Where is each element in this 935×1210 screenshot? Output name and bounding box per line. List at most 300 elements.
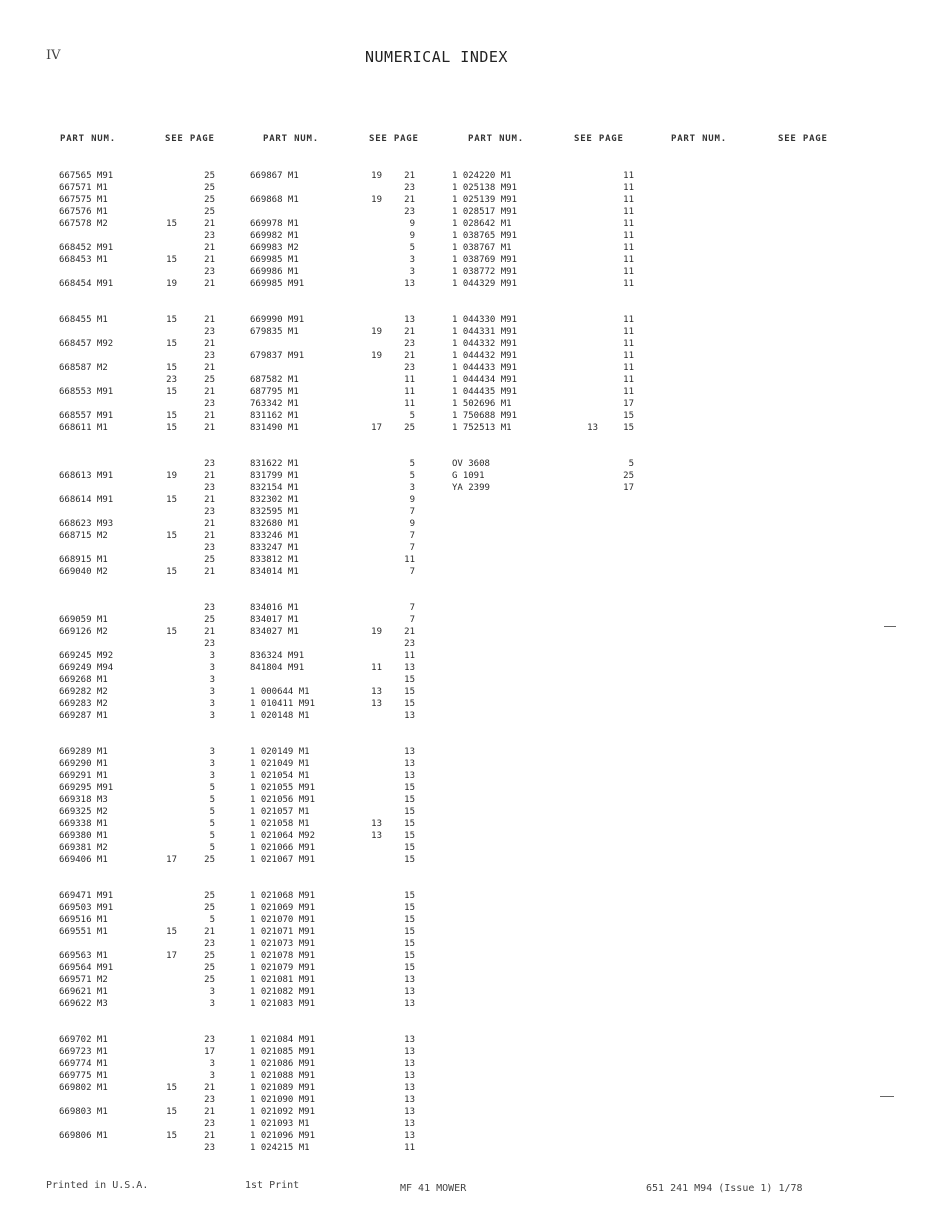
- see-page: 25: [204, 207, 215, 217]
- part-number: 1 021069 M91: [250, 903, 316, 913]
- see-page: 3: [209, 759, 215, 769]
- index-row: [59, 410, 229, 422]
- part-number: 1 021055 M91: [250, 783, 316, 793]
- part-number: 669802 M1: [59, 1083, 108, 1093]
- index-row: [250, 194, 420, 206]
- index-row: [250, 278, 420, 290]
- row-spacer: [59, 446, 229, 458]
- part-number: 667575 M1: [59, 195, 108, 205]
- index-row: [250, 926, 420, 938]
- see-page: 21: [204, 495, 215, 505]
- part-number: 1 021058 M1: [250, 819, 310, 829]
- index-row: [59, 554, 229, 566]
- index-row: [452, 230, 632, 242]
- index-row: [452, 350, 632, 362]
- see-page: 13: [404, 663, 415, 673]
- see-page: 23: [166, 375, 177, 385]
- see-page: 23: [204, 1095, 215, 1105]
- see-page: 5: [628, 459, 634, 469]
- part-number: 668457 M92: [59, 339, 114, 349]
- part-number: 1 038765 M91: [452, 231, 518, 241]
- see-page: 25: [204, 951, 215, 961]
- part-number: 669291 M1: [59, 771, 108, 781]
- part-number: 668587 M2: [59, 363, 108, 373]
- see-page: 21: [204, 411, 215, 421]
- row-spacer: [250, 722, 420, 734]
- see-page: 23: [404, 339, 415, 349]
- part-number: 1 044435 M91: [452, 387, 518, 397]
- see-page: 21: [204, 243, 215, 253]
- index-row: [250, 1118, 420, 1130]
- index-row: [250, 410, 420, 422]
- index-row: [250, 362, 420, 374]
- see-page: 15: [404, 939, 415, 949]
- index-row: [250, 650, 420, 662]
- part-number: 1 021082 M91: [250, 987, 316, 997]
- see-page: 13: [404, 315, 415, 325]
- column-header-see-1: SEE PAGE: [165, 134, 215, 144]
- see-page: 5: [209, 819, 215, 829]
- see-page: 13: [404, 1119, 415, 1129]
- see-page: 15: [404, 891, 415, 901]
- index-row: [59, 1046, 229, 1058]
- part-number: 1 021096 M91: [250, 1131, 316, 1141]
- part-number: 669290 M1: [59, 759, 108, 769]
- index-row: [250, 1082, 420, 1094]
- index-row: [452, 458, 632, 470]
- part-number: 1 044433 M91: [452, 363, 518, 373]
- see-page: 25: [204, 975, 215, 985]
- see-page: 21: [404, 195, 415, 205]
- see-page: 9: [409, 495, 415, 505]
- see-page: 23: [204, 939, 215, 949]
- part-number: 1 021088 M91: [250, 1071, 316, 1081]
- part-number: 669564 M91: [59, 963, 114, 973]
- index-row: [59, 470, 229, 482]
- part-number: 669982 M1: [250, 231, 299, 241]
- see-page: 5: [209, 795, 215, 805]
- row-spacer: [59, 878, 229, 890]
- see-page: 25: [204, 903, 215, 913]
- footer-model: MF 41 MOWER: [400, 1183, 467, 1194]
- see-page: 25: [204, 171, 215, 181]
- index-row: [59, 482, 229, 494]
- see-page: 3: [209, 987, 215, 997]
- see-page: 5: [409, 459, 415, 469]
- row-spacer: [250, 878, 420, 890]
- see-page: 17: [166, 855, 177, 865]
- part-number: 668452 M91: [59, 243, 114, 253]
- index-row: [59, 686, 229, 698]
- see-page: 23: [204, 327, 215, 337]
- see-page: 15: [404, 783, 415, 793]
- part-number: 667578 M2: [59, 219, 108, 229]
- part-number: 669287 M1: [59, 711, 108, 721]
- part-number: 669983 M2: [250, 243, 299, 253]
- see-page: 21: [204, 927, 215, 937]
- see-page: 21: [204, 423, 215, 433]
- part-number: 1 021084 M91: [250, 1035, 316, 1045]
- see-page: 21: [204, 1131, 215, 1141]
- index-row: [250, 698, 420, 710]
- index-row: [250, 806, 420, 818]
- part-number: YA 2399: [452, 483, 490, 493]
- part-number: 1 021071 M91: [250, 927, 316, 937]
- index-row: [59, 842, 229, 854]
- index-row: [250, 218, 420, 230]
- part-number: 1 038769 M91: [452, 255, 518, 265]
- part-number: 669289 M1: [59, 747, 108, 757]
- part-number: 669868 M1: [250, 195, 299, 205]
- see-page: 15: [623, 423, 634, 433]
- part-number: 1 038772 M91: [452, 267, 518, 277]
- index-row: [59, 602, 229, 614]
- see-page: 13: [404, 1095, 415, 1105]
- index-row: [250, 962, 420, 974]
- see-page: 17: [623, 399, 634, 409]
- page-title: NUMERICAL INDEX: [365, 48, 508, 66]
- see-page: 21: [204, 531, 215, 541]
- index-row: [250, 518, 420, 530]
- see-page: 15: [166, 495, 177, 505]
- see-page: 23: [204, 1035, 215, 1045]
- see-page: 13: [404, 1107, 415, 1117]
- index-row: [59, 770, 229, 782]
- see-page: 3: [209, 675, 215, 685]
- see-page: 23: [204, 483, 215, 493]
- row-spacer: [452, 302, 632, 314]
- see-page: 15: [166, 567, 177, 577]
- part-number: 1 021090 M91: [250, 1095, 316, 1105]
- index-row: [59, 242, 229, 254]
- part-number: 668611 M1: [59, 423, 108, 433]
- index-row: [59, 854, 229, 866]
- see-page: 25: [623, 471, 634, 481]
- part-number: 834027 M1: [250, 627, 299, 637]
- index-row: [59, 818, 229, 830]
- see-page: 17: [623, 483, 634, 493]
- see-page: 7: [409, 543, 415, 553]
- see-page: 13: [404, 771, 415, 781]
- see-page: 7: [409, 531, 415, 541]
- part-number: 669622 M3: [59, 999, 108, 1009]
- index-row: [250, 662, 420, 674]
- row-spacer: [59, 290, 229, 302]
- index-row: [250, 1058, 420, 1070]
- see-page: 11: [404, 651, 415, 661]
- see-page: 7: [409, 507, 415, 517]
- index-row: [59, 746, 229, 758]
- see-page: 23: [204, 507, 215, 517]
- index-row: [59, 914, 229, 926]
- see-page: 13: [404, 1083, 415, 1093]
- index-row: [59, 1082, 229, 1094]
- index-column-1: [59, 170, 229, 1154]
- see-page: 25: [204, 183, 215, 193]
- part-number: 669571 M2: [59, 975, 108, 985]
- index-row: [59, 1070, 229, 1082]
- see-page: 11: [623, 171, 634, 181]
- index-row: [452, 182, 632, 194]
- see-page: 21: [204, 1107, 215, 1117]
- index-row: [452, 470, 632, 482]
- index-row: [59, 710, 229, 722]
- row-spacer: [59, 1022, 229, 1034]
- index-row: [452, 242, 632, 254]
- part-number: 669774 M1: [59, 1059, 108, 1069]
- index-row: [59, 758, 229, 770]
- row-spacer: [452, 290, 632, 302]
- see-page: 5: [409, 243, 415, 253]
- see-page: 13: [404, 1059, 415, 1069]
- index-row: [250, 566, 420, 578]
- part-number: 669381 M2: [59, 843, 108, 853]
- part-number: 668614 M91: [59, 495, 114, 505]
- page-number: IV: [46, 48, 61, 63]
- part-number: 832595 M1: [250, 507, 299, 517]
- see-page: 23: [204, 459, 215, 469]
- index-row: [452, 398, 632, 410]
- see-page: 25: [404, 423, 415, 433]
- see-page: 25: [204, 855, 215, 865]
- see-page: 11: [404, 555, 415, 565]
- see-page: 11: [623, 315, 634, 325]
- part-number: 669059 M1: [59, 615, 108, 625]
- see-page: 15: [404, 927, 415, 937]
- row-spacer: [250, 290, 420, 302]
- row-spacer: [250, 1022, 420, 1034]
- see-page: 15: [166, 219, 177, 229]
- see-page: 11: [623, 327, 634, 337]
- see-page: 15: [404, 915, 415, 925]
- index-row: [452, 422, 632, 434]
- index-row: [250, 338, 420, 350]
- index-row: [250, 854, 420, 866]
- see-page: 11: [623, 231, 634, 241]
- part-number: 669806 M1: [59, 1131, 108, 1141]
- index-row: [250, 1070, 420, 1082]
- see-page: 11: [623, 195, 634, 205]
- see-page: 23: [204, 1143, 215, 1153]
- see-page: 17: [371, 423, 382, 433]
- part-number: 669723 M1: [59, 1047, 108, 1057]
- see-page: 21: [204, 519, 215, 529]
- column-header-see-2: SEE PAGE: [369, 134, 419, 144]
- see-page: 15: [166, 411, 177, 421]
- index-row: [452, 170, 632, 182]
- part-number: 763342 M1: [250, 399, 299, 409]
- index-column-3: [452, 170, 632, 494]
- see-page: 15: [166, 627, 177, 637]
- row-spacer: [59, 734, 229, 746]
- index-row: [59, 374, 229, 386]
- index-row: [250, 1130, 420, 1142]
- part-number: 668623 M93: [59, 519, 114, 529]
- index-row: [250, 842, 420, 854]
- part-number: 1 021092 M91: [250, 1107, 316, 1117]
- part-number: OV 3608: [452, 459, 490, 469]
- see-page: 3: [409, 267, 415, 277]
- index-row: [250, 710, 420, 722]
- index-row: [59, 938, 229, 950]
- see-page: 3: [209, 1071, 215, 1081]
- part-number: 831162 M1: [250, 411, 299, 421]
- index-row: [59, 1118, 229, 1130]
- part-number: 831490 M1: [250, 423, 299, 433]
- index-row: [59, 230, 229, 242]
- see-page: 19: [371, 195, 382, 205]
- see-page: 23: [204, 639, 215, 649]
- part-number: 669282 M2: [59, 687, 108, 697]
- see-page: 13: [404, 975, 415, 985]
- index-row: [250, 386, 420, 398]
- see-page: 19: [371, 351, 382, 361]
- row-spacer: [250, 446, 420, 458]
- see-page: 7: [409, 567, 415, 577]
- part-number: 1 021086 M91: [250, 1059, 316, 1069]
- see-page: 15: [166, 339, 177, 349]
- part-number: 669471 M91: [59, 891, 114, 901]
- part-number: 669516 M1: [59, 915, 108, 925]
- see-page: 13: [404, 711, 415, 721]
- see-page: 25: [204, 615, 215, 625]
- part-number: 831799 M1: [250, 471, 299, 481]
- part-number: 669406 M1: [59, 855, 108, 865]
- index-row: [250, 1106, 420, 1118]
- part-number: 834017 M1: [250, 615, 299, 625]
- part-number: 1 024220 M1: [452, 171, 512, 181]
- see-page: 15: [166, 1131, 177, 1141]
- index-row: [452, 326, 632, 338]
- part-number: 668454 M91: [59, 279, 114, 289]
- index-row: [250, 530, 420, 542]
- index-row: [59, 422, 229, 434]
- part-number: 669621 M1: [59, 987, 108, 997]
- part-number: 669040 M2: [59, 567, 108, 577]
- see-page: 3: [209, 747, 215, 757]
- index-row: [250, 542, 420, 554]
- see-page: 5: [209, 843, 215, 853]
- column-header-see-4: SEE PAGE: [778, 134, 828, 144]
- index-row: [250, 254, 420, 266]
- part-number: 669283 M2: [59, 699, 108, 709]
- see-page: 13: [587, 423, 598, 433]
- see-page: 15: [404, 699, 415, 709]
- index-row: [59, 458, 229, 470]
- row-spacer: [59, 434, 229, 446]
- index-row: [452, 314, 632, 326]
- index-row: [452, 410, 632, 422]
- index-row: [250, 422, 420, 434]
- index-row: [452, 482, 632, 494]
- part-number: 668553 M91: [59, 387, 114, 397]
- index-row: [250, 902, 420, 914]
- index-row: [250, 758, 420, 770]
- margin-mark: [880, 1096, 894, 1097]
- see-page: 21: [404, 627, 415, 637]
- index-row: [250, 1034, 420, 1046]
- see-page: 13: [404, 1071, 415, 1081]
- see-page: 3: [209, 687, 215, 697]
- part-number: 668453 M1: [59, 255, 108, 265]
- see-page: 13: [404, 279, 415, 289]
- part-number: 669126 M2: [59, 627, 108, 637]
- index-row: [59, 350, 229, 362]
- index-row: [250, 266, 420, 278]
- see-page: 11: [623, 363, 634, 373]
- part-number: 1 021066 M91: [250, 843, 316, 853]
- part-number: 1 028517 M91: [452, 207, 518, 217]
- part-number: 1 021081 M91: [250, 975, 316, 985]
- part-number: 832680 M1: [250, 519, 299, 529]
- part-number: 669338 M1: [59, 819, 108, 829]
- index-row: [59, 506, 229, 518]
- index-row: [59, 566, 229, 578]
- see-page: 23: [204, 351, 215, 361]
- part-number: 1 021064 M92: [250, 831, 316, 841]
- index-row: [250, 506, 420, 518]
- see-page: 11: [623, 351, 634, 361]
- index-row: [250, 818, 420, 830]
- see-page: 23: [204, 267, 215, 277]
- part-number: 669551 M1: [59, 927, 108, 937]
- see-page: 25: [204, 891, 215, 901]
- see-page: 23: [204, 603, 215, 613]
- footer-document-number: 651 241 M94 (Issue 1) 1/78: [646, 1183, 803, 1194]
- index-row: [250, 986, 420, 998]
- index-row: [250, 482, 420, 494]
- part-number: 1 502696 M1: [452, 399, 512, 409]
- part-number: 1 044434 M91: [452, 375, 518, 385]
- index-row: [59, 1034, 229, 1046]
- index-row: [250, 938, 420, 950]
- index-row: [452, 338, 632, 350]
- part-number: 669380 M1: [59, 831, 108, 841]
- part-number: 1 020149 M1: [250, 747, 310, 757]
- see-page: 3: [209, 999, 215, 1009]
- row-spacer: [250, 734, 420, 746]
- index-row: [59, 698, 229, 710]
- part-number: 669295 M91: [59, 783, 114, 793]
- index-row: [59, 1094, 229, 1106]
- see-page: 23: [404, 207, 415, 217]
- see-page: 21: [404, 351, 415, 361]
- row-spacer: [59, 722, 229, 734]
- see-page: 9: [409, 219, 415, 229]
- see-page: 21: [204, 339, 215, 349]
- see-page: 21: [204, 279, 215, 289]
- part-number: 1 752513 M1: [452, 423, 512, 433]
- part-number: 832302 M1: [250, 495, 299, 505]
- index-row: [250, 914, 420, 926]
- index-row: [250, 770, 420, 782]
- index-row: [59, 614, 229, 626]
- index-row: [250, 830, 420, 842]
- index-row: [250, 746, 420, 758]
- index-row: [250, 398, 420, 410]
- part-number: 669318 M3: [59, 795, 108, 805]
- part-number: 669867 M1: [250, 171, 299, 181]
- index-row: [250, 230, 420, 242]
- see-page: 11: [623, 267, 634, 277]
- see-page: 9: [409, 519, 415, 529]
- index-row: [59, 782, 229, 794]
- index-row: [59, 830, 229, 842]
- see-page: 15: [404, 963, 415, 973]
- see-page: 3: [409, 483, 415, 493]
- see-page: 15: [404, 819, 415, 829]
- see-page: 9: [409, 231, 415, 241]
